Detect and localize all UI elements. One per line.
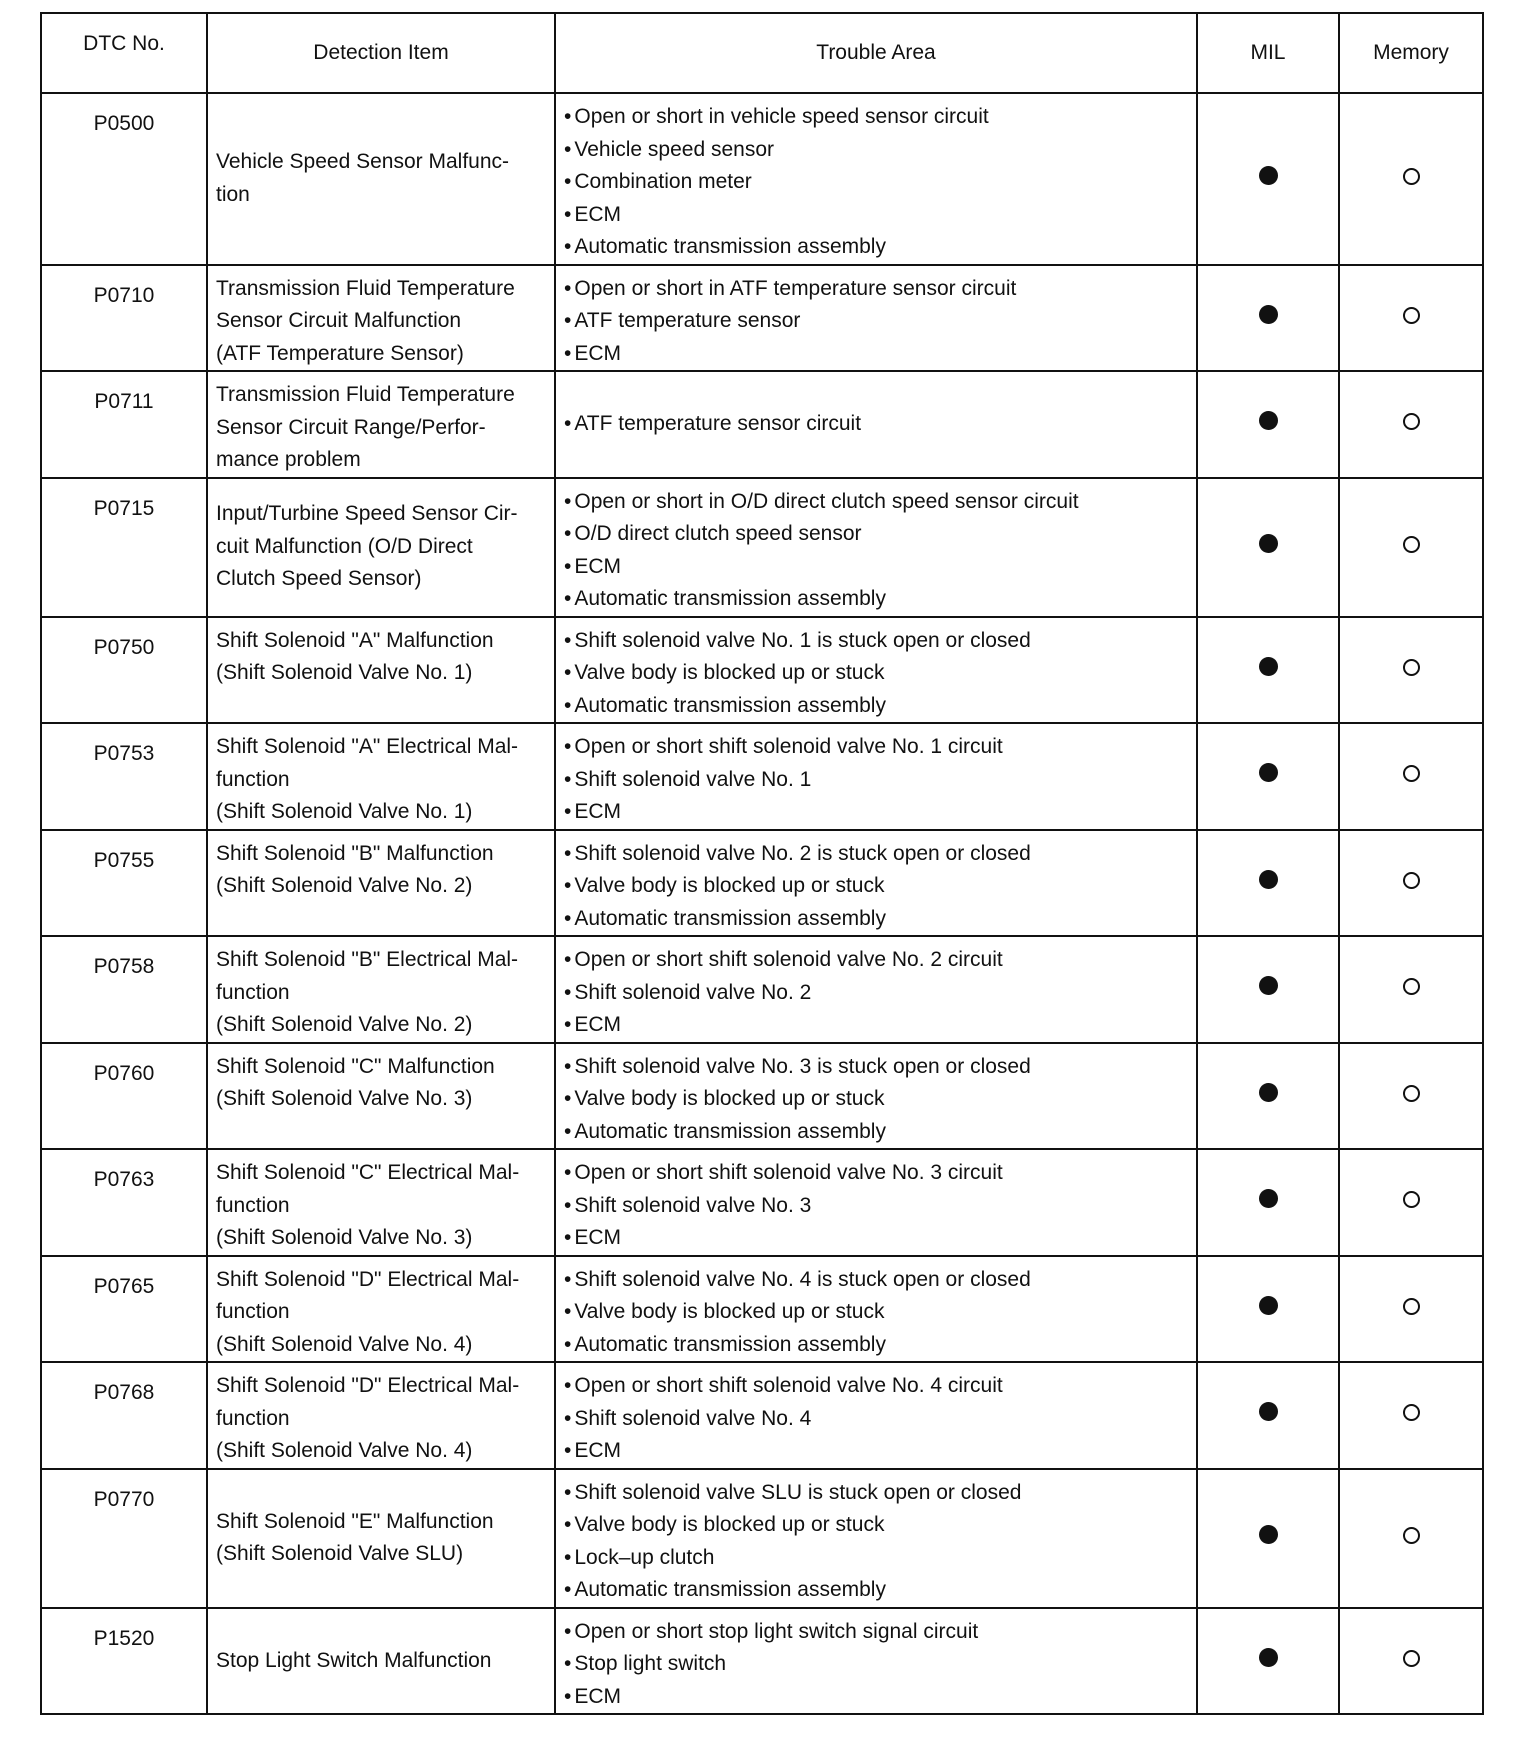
trouble-area-list	[564, 838, 1188, 936]
filled-circle-icon	[1259, 657, 1278, 676]
dtc-code: P0755	[41, 830, 207, 937]
mil-cell	[1197, 617, 1339, 724]
filled-circle-icon	[1259, 1648, 1278, 1667]
trouble-area-list	[564, 1264, 1188, 1362]
mil-cell	[1197, 1149, 1339, 1256]
table-row	[41, 1469, 1483, 1608]
table-row	[41, 1149, 1483, 1256]
table-row	[41, 93, 1483, 265]
memory-cell	[1339, 617, 1483, 724]
header-trouble-area: Trouble Area	[555, 13, 1197, 93]
detection-item-line: Shift Solenoid "A" Malfunction	[216, 628, 494, 652]
trouble-area-item: • Shift solenoid valve No. 1	[564, 764, 1188, 797]
detection-item	[207, 1469, 555, 1608]
open-circle-icon	[1403, 1298, 1420, 1315]
filled-circle-icon	[1259, 166, 1278, 185]
detection-item-line: Shift Solenoid "C" Electrical Mal-	[216, 1161, 520, 1184]
detection-item-line: Clutch Speed Sensor)	[216, 567, 422, 591]
trouble-area-item: • Open or short shift solenoid valve No. 2 circuit	[564, 944, 1188, 977]
table-row	[41, 1043, 1483, 1150]
trouble-area-list	[564, 731, 1188, 829]
filled-circle-icon	[1259, 411, 1278, 430]
trouble-area-item: • Shift solenoid valve No. 1 is stuck open or closed	[564, 625, 1188, 658]
trouble-area-item: • Valve body is blocked up or stuck	[564, 1083, 1188, 1116]
trouble-area-item: • ATF temperature sensor circuit	[564, 408, 1188, 441]
detection-item-line: (ATF Temperature Sensor)	[216, 341, 464, 365]
trouble-area-item: • Shift solenoid valve No. 4 is stuck open or closed	[564, 1264, 1188, 1297]
detection-item-line: Shift Solenoid "C" Malfunction	[216, 1054, 495, 1078]
detection-item	[207, 936, 555, 1043]
trouble-area	[555, 265, 1197, 372]
mil-cell	[1197, 93, 1339, 265]
mil-cell	[1197, 1043, 1339, 1150]
trouble-area-item: • Valve body is blocked up or stuck	[564, 1509, 1188, 1542]
trouble-area-item: • Valve body is blocked up or stuck	[564, 870, 1188, 903]
trouble-area-list	[564, 273, 1188, 371]
open-circle-icon	[1403, 978, 1420, 995]
detection-item	[207, 478, 555, 617]
mil-cell	[1197, 723, 1339, 830]
detection-item-line: (Shift Solenoid Valve No. 3)	[216, 1087, 473, 1110]
trouble-area-item: • Stop light switch	[564, 1648, 1188, 1681]
memory-cell	[1339, 1043, 1483, 1150]
detection-item	[207, 830, 555, 937]
open-circle-icon	[1403, 168, 1420, 185]
trouble-area-list	[564, 1051, 1188, 1149]
memory-cell	[1339, 1469, 1483, 1608]
mil-cell	[1197, 1608, 1339, 1715]
detection-item-line: function	[216, 767, 290, 791]
trouble-area	[555, 936, 1197, 1043]
header-dtc-no: DTC No.	[41, 13, 207, 93]
dtc-code: P1520	[41, 1608, 207, 1715]
table-row	[41, 1608, 1483, 1715]
trouble-area-item: • Shift solenoid valve No. 3	[564, 1190, 1188, 1223]
trouble-area-item: • Automatic transmission assembly	[564, 1329, 1188, 1362]
open-circle-icon	[1403, 413, 1420, 430]
table-row	[41, 936, 1483, 1043]
filled-circle-icon	[1259, 1296, 1278, 1315]
detection-item	[207, 1149, 555, 1256]
memory-cell	[1339, 830, 1483, 937]
trouble-area	[555, 93, 1197, 265]
memory-cell	[1339, 936, 1483, 1043]
trouble-area-item: • Lock–up clutch	[564, 1542, 1188, 1575]
trouble-area-item: • ECM	[564, 338, 1188, 371]
dtc-code: P0750	[41, 617, 207, 724]
trouble-area-item: • ECM	[564, 551, 1188, 584]
open-circle-icon	[1403, 1404, 1420, 1421]
trouble-area-item: • Automatic transmission assembly	[564, 903, 1188, 936]
trouble-area-list	[564, 625, 1188, 723]
trouble-area	[555, 1362, 1197, 1469]
memory-cell	[1339, 371, 1483, 478]
mil-cell	[1197, 936, 1339, 1043]
open-circle-icon	[1403, 536, 1420, 553]
dtc-table	[40, 12, 1484, 1715]
trouble-area-item: • ECM	[564, 1681, 1188, 1714]
detection-item-line: (Shift Solenoid Valve No. 4)	[216, 1332, 473, 1356]
trouble-area-item: • ECM	[564, 1435, 1188, 1468]
trouble-area-item: • Shift solenoid valve No. 4	[564, 1403, 1188, 1436]
detection-item-line: mance problem	[216, 448, 361, 471]
table-row	[41, 371, 1483, 478]
trouble-area-item: • Automatic transmission assembly	[564, 583, 1188, 616]
memory-cell	[1339, 1256, 1483, 1363]
detection-item	[207, 265, 555, 372]
table-body	[41, 93, 1483, 1714]
detection-item	[207, 1043, 555, 1150]
memory-cell	[1339, 1362, 1483, 1469]
table-row	[41, 1256, 1483, 1363]
trouble-area-item: • ECM	[564, 1222, 1188, 1255]
detection-item-line: Shift Solenoid "D" Electrical Mal-	[216, 1267, 520, 1291]
trouble-area-item: • Automatic transmission assembly	[564, 1116, 1188, 1149]
dtc-code: P0770	[41, 1469, 207, 1608]
memory-cell	[1339, 478, 1483, 617]
trouble-area-item: • Valve body is blocked up or stuck	[564, 1296, 1188, 1329]
dtc-code: P0711	[41, 371, 207, 478]
dtc-code: P0768	[41, 1362, 207, 1469]
filled-circle-icon	[1259, 305, 1278, 324]
trouble-area-item: • Open or short shift solenoid valve No. 4 circuit	[564, 1370, 1188, 1403]
detection-item-line: (Shift Solenoid Valve No. 4)	[216, 1439, 473, 1462]
detection-item-line: Sensor Circuit Malfunction	[216, 309, 462, 332]
detection-item-line: (Shift Solenoid Valve No. 2)	[216, 874, 473, 897]
detection-item	[207, 371, 555, 478]
filled-circle-icon	[1259, 870, 1278, 889]
detection-item-line: Sensor Circuit Range/Perfor-	[216, 415, 486, 439]
filled-circle-icon	[1259, 1083, 1278, 1102]
detection-item-line: (Shift Solenoid Valve No. 1)	[216, 661, 473, 684]
trouble-area-item: • ECM	[564, 1009, 1188, 1042]
dtc-code: P0760	[41, 1043, 207, 1150]
detection-item-line: Shift Solenoid "A" Electrical Mal-	[216, 735, 519, 758]
trouble-area	[555, 371, 1197, 478]
open-circle-icon	[1403, 1527, 1420, 1544]
trouble-area-list	[564, 944, 1188, 1042]
trouble-area-item: • O/D direct clutch speed sensor	[564, 518, 1188, 551]
trouble-area-item: • Shift solenoid valve No. 3 is stuck open or closed	[564, 1051, 1188, 1084]
dtc-code: P0763	[41, 1149, 207, 1256]
filled-circle-icon	[1259, 534, 1278, 553]
mil-cell	[1197, 265, 1339, 372]
memory-cell	[1339, 265, 1483, 372]
table-row	[41, 617, 1483, 724]
trouble-area-item: • Open or short in O/D direct clutch speed sensor circuit	[564, 486, 1188, 519]
open-circle-icon	[1403, 765, 1420, 782]
trouble-area-list	[564, 1477, 1188, 1607]
mil-cell	[1197, 371, 1339, 478]
trouble-area-list	[564, 1370, 1188, 1468]
memory-cell	[1339, 93, 1483, 265]
header-mil: MIL	[1197, 13, 1339, 93]
dtc-code: P0765	[41, 1256, 207, 1363]
filled-circle-icon	[1259, 976, 1278, 995]
filled-circle-icon	[1259, 763, 1278, 782]
detection-item-line: function	[216, 980, 290, 1004]
header-memory: Memory	[1339, 13, 1483, 93]
dtc-code: P0758	[41, 936, 207, 1043]
memory-cell	[1339, 1608, 1483, 1715]
table-row	[41, 478, 1483, 617]
mil-cell	[1197, 1469, 1339, 1608]
trouble-area	[555, 1469, 1197, 1608]
detection-item-line: Vehicle Speed Sensor Malfunc-	[216, 150, 510, 174]
trouble-area-list	[564, 1616, 1188, 1714]
detection-item	[207, 93, 555, 265]
detection-item-line: Shift Solenoid "E" Malfunction	[216, 1509, 494, 1533]
detection-item-line: (Shift Solenoid Valve No. 3)	[216, 1226, 473, 1249]
trouble-area-item: • Shift solenoid valve No. 2 is stuck open or closed	[564, 838, 1188, 871]
detection-item-line: (Shift Solenoid Valve SLU)	[216, 1542, 464, 1565]
trouble-area-item: • Open or short in vehicle speed sensor circuit	[564, 101, 1188, 134]
detection-item-line: Input/Turbine Speed Sensor Cir-	[216, 502, 518, 526]
open-circle-icon	[1403, 872, 1420, 889]
trouble-area	[555, 1149, 1197, 1256]
trouble-area-item: • Open or short in ATF temperature sensor circuit	[564, 273, 1188, 306]
trouble-area-item: • Open or short shift solenoid valve No. 1 circuit	[564, 731, 1188, 764]
open-circle-icon	[1403, 1650, 1420, 1667]
table-row	[41, 265, 1483, 372]
detection-item-line: function	[216, 1193, 290, 1217]
mil-cell	[1197, 478, 1339, 617]
trouble-area-item: • Shift solenoid valve SLU is stuck open or closed	[564, 1477, 1188, 1510]
trouble-area	[555, 617, 1197, 724]
trouble-area-list	[564, 101, 1188, 264]
detection-item-line: Shift Solenoid "B" Electrical Mal-	[216, 948, 519, 971]
trouble-area-item: • Automatic transmission assembly	[564, 1574, 1188, 1607]
mil-cell	[1197, 1256, 1339, 1363]
trouble-area	[555, 1043, 1197, 1150]
trouble-area-item: • ATF temperature sensor	[564, 305, 1188, 338]
detection-item-line: Shift Solenoid "B" Malfunction	[216, 841, 494, 865]
filled-circle-icon	[1259, 1525, 1278, 1544]
detection-item-line: Stop Light Switch Malfunction	[216, 1648, 492, 1672]
trouble-area-item: • Open or short stop light switch signal circuit	[564, 1616, 1188, 1649]
detection-item-line: cuit Malfunction (O/D Direct	[216, 534, 473, 558]
table-row	[41, 1362, 1483, 1469]
trouble-area	[555, 830, 1197, 937]
detection-item-line: function	[216, 1406, 290, 1430]
detection-item-line: Transmission Fluid Temperature	[216, 383, 515, 406]
table-row	[41, 723, 1483, 830]
trouble-area	[555, 723, 1197, 830]
mil-cell	[1197, 830, 1339, 937]
detection-item-line: (Shift Solenoid Valve No. 1)	[216, 800, 473, 823]
dtc-code: P0753	[41, 723, 207, 830]
header-detection-item: Detection Item	[207, 13, 555, 93]
mil-cell	[1197, 1362, 1339, 1469]
detection-item-line: Shift Solenoid "D" Electrical Mal-	[216, 1374, 520, 1397]
open-circle-icon	[1403, 307, 1420, 324]
detection-item	[207, 1362, 555, 1469]
detection-item	[207, 617, 555, 724]
trouble-area-item: • ECM	[564, 796, 1188, 829]
open-circle-icon	[1403, 1085, 1420, 1102]
trouble-area-item: • ECM	[564, 199, 1188, 232]
detection-item-line: tion	[216, 182, 250, 206]
header-row	[41, 13, 1483, 93]
trouble-area-item: • Vehicle speed sensor	[564, 134, 1188, 167]
open-circle-icon	[1403, 659, 1420, 676]
detection-item	[207, 723, 555, 830]
detection-item-line: (Shift Solenoid Valve No. 2)	[216, 1013, 473, 1036]
dtc-code: P0710	[41, 265, 207, 372]
open-circle-icon	[1403, 1191, 1420, 1208]
trouble-area-item: • Automatic transmission assembly	[564, 231, 1188, 264]
detection-item-line: function	[216, 1300, 290, 1323]
filled-circle-icon	[1259, 1402, 1278, 1421]
trouble-area	[555, 1608, 1197, 1715]
detection-item	[207, 1608, 555, 1715]
trouble-area-list	[564, 486, 1188, 616]
memory-cell	[1339, 1149, 1483, 1256]
detection-item-line: Transmission Fluid Temperature	[216, 276, 515, 300]
trouble-area-item: • Automatic transmission assembly	[564, 690, 1188, 723]
filled-circle-icon	[1259, 1189, 1278, 1208]
trouble-area-item: • Open or short shift solenoid valve No. 3 circuit	[564, 1157, 1188, 1190]
memory-cell	[1339, 723, 1483, 830]
dtc-code: P0500	[41, 93, 207, 265]
trouble-area-list	[564, 408, 1188, 441]
detection-item	[207, 1256, 555, 1363]
trouble-area-item: • Valve body is blocked up or stuck	[564, 657, 1188, 690]
trouble-area-list	[564, 1157, 1188, 1255]
trouble-area	[555, 1256, 1197, 1363]
trouble-area	[555, 478, 1197, 617]
trouble-area-item: • Shift solenoid valve No. 2	[564, 977, 1188, 1010]
table-row	[41, 830, 1483, 937]
trouble-area-item: • Combination meter	[564, 166, 1188, 199]
dtc-code: P0715	[41, 478, 207, 617]
